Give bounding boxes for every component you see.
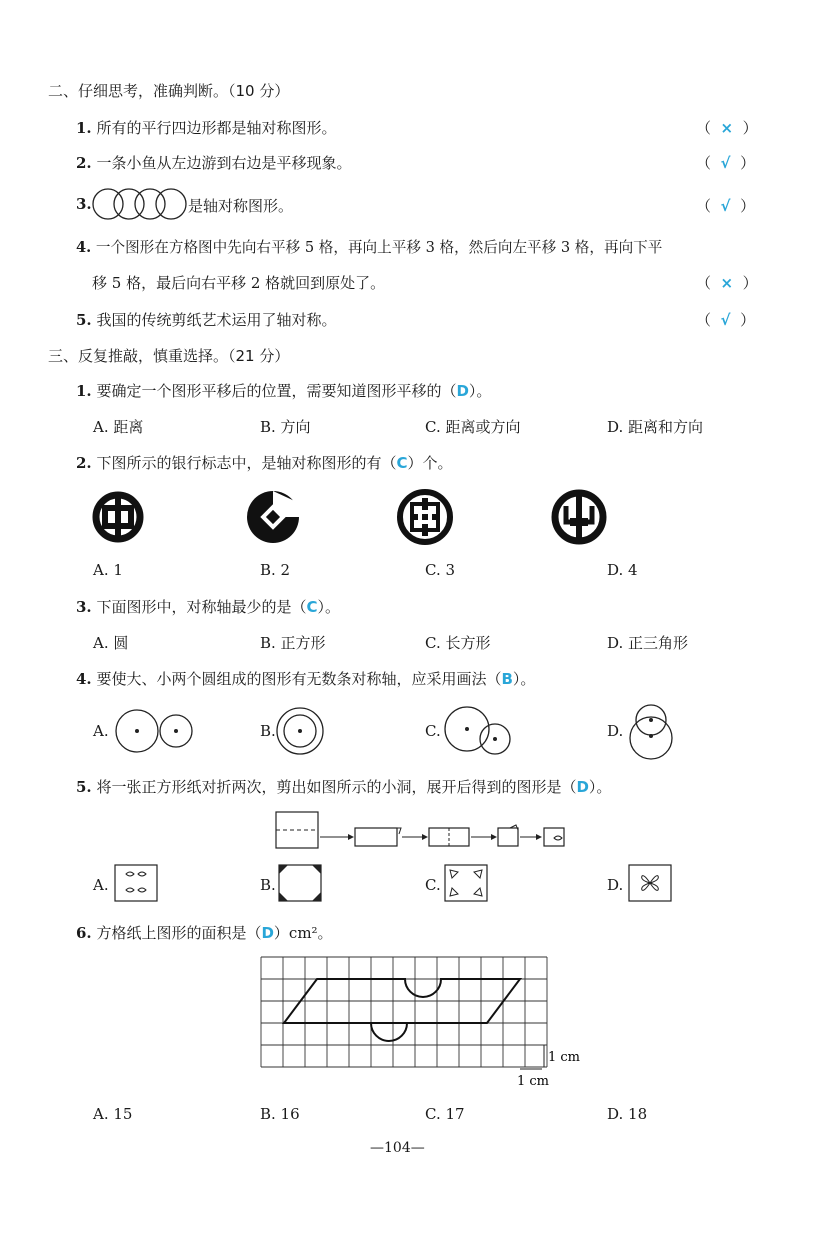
- answer-mark: √: [720, 197, 731, 215]
- question-2: [76, 452, 453, 473]
- item-number: 1.: [76, 119, 92, 137]
- circles-option-a: [112, 706, 196, 758]
- icbc-logo: [396, 488, 454, 546]
- answer-mark: ×: [720, 119, 734, 137]
- question-number: 2.: [76, 454, 92, 472]
- question-1: [76, 380, 491, 401]
- question-number: 5.: [76, 778, 92, 796]
- option-a: A. 距离: [93, 418, 144, 436]
- question-text: 下图所示的银行标志中，是轴对称图形的有（: [96, 454, 397, 472]
- question-5: [76, 776, 611, 797]
- paper-folding-diagram: [272, 808, 572, 854]
- option-a: A. 1: [93, 561, 123, 579]
- question-text: 将一张正方形纸对折两次，剪出如图所示的小洞，展开后得到的图形是（: [96, 778, 577, 796]
- item-number: 4.: [76, 239, 92, 256]
- answer-letter: C: [306, 598, 318, 616]
- answer-letter: D: [456, 382, 469, 400]
- option-b: B. 2: [260, 561, 291, 579]
- question-text-end: ）。: [317, 598, 340, 616]
- judge-item-5: [76, 309, 336, 330]
- unit-label-vertical: 1 cm: [548, 1050, 581, 1065]
- item-text: 一个图形在方格图中先向右平移 5 格，再向上平移 3 格，然后向左平移 3 格，再向下平: [95, 239, 663, 256]
- option-c: C. 长方形: [425, 634, 491, 652]
- question-text-end: ）个。: [407, 454, 453, 472]
- option-a: A. 15: [93, 1105, 133, 1123]
- circles-option-b: [273, 704, 329, 760]
- option-d: D. 正三角形: [607, 634, 689, 652]
- judge-item-2: [76, 152, 351, 173]
- item-text: 一条小鱼从左边游到右边是平移现象。: [96, 154, 352, 172]
- construction-bank-logo: [244, 488, 302, 546]
- judge-item-1: [76, 117, 336, 138]
- question-text-end: ）。: [468, 382, 492, 400]
- question-text: 要使大、小两个圆组成的图形有无数条对称轴，应采用画法（: [96, 670, 502, 688]
- answer-letter: B: [501, 670, 513, 688]
- unfolded-option-b: [278, 864, 322, 902]
- option-c: C. 距离或方向: [425, 418, 521, 436]
- four-rings-figure: [90, 186, 190, 222]
- item-text: 所有的平行四边形都是轴对称图形。: [96, 119, 337, 137]
- question-4: [76, 668, 535, 689]
- option-c: C. 17: [425, 1105, 465, 1123]
- option-d: D.: [607, 722, 624, 740]
- unfolded-option-a: [114, 864, 158, 902]
- bank-of-china-logo: [91, 490, 145, 544]
- question-text: 要确定一个图形平移后的位置，需要知道图形平移的（: [96, 382, 457, 400]
- option-c: C. 3: [425, 561, 456, 579]
- question-number: 6.: [76, 924, 92, 942]
- option-b: B. 16: [260, 1105, 300, 1123]
- option-d: D. 4: [607, 561, 638, 579]
- item-text: 我国的传统剪纸艺术运用了轴对称。: [96, 311, 337, 329]
- question-text: 方格纸上图形的面积是（: [96, 924, 262, 942]
- answer-mark: ×: [720, 274, 734, 292]
- question-number: 1.: [76, 382, 92, 400]
- option-b: B. 方向: [260, 418, 311, 436]
- agricultural-bank-logo: [550, 488, 608, 546]
- unfolded-option-d: [628, 864, 672, 902]
- unfolded-option-c: [444, 864, 488, 902]
- question-6: [76, 922, 333, 943]
- answer-letter: D: [261, 924, 274, 942]
- item-number: 2.: [76, 154, 92, 172]
- option-a: A. 圆: [93, 634, 129, 652]
- option-d: D. 18: [607, 1105, 648, 1123]
- item-number: 5.: [76, 311, 92, 329]
- option-c: C.: [425, 722, 441, 740]
- answer-mark: √: [720, 311, 731, 329]
- question-number: 3.: [76, 598, 92, 616]
- circles-option-c: [440, 704, 520, 760]
- grid-lines: [261, 957, 547, 1067]
- judge-answer-2: （ √ ）: [696, 154, 756, 172]
- section-3-title: 三、反复推敲，慎重选择。（21 分）: [48, 347, 290, 365]
- option-a: A.: [93, 722, 109, 740]
- option-a: A.: [93, 876, 109, 894]
- question-text: 下面图形中，对称轴最少的是（: [96, 598, 307, 616]
- circles-option-d: [624, 700, 680, 762]
- page-number: —104—: [370, 1140, 425, 1156]
- answer-letter: C: [396, 454, 408, 472]
- question-text-end: ）。: [588, 778, 612, 796]
- option-d: D.: [607, 876, 624, 894]
- answer-letter: D: [576, 778, 589, 796]
- question-number: 4.: [76, 670, 92, 688]
- option-c: C.: [425, 876, 441, 894]
- option-b: B. 正方形: [260, 634, 326, 652]
- judge-answer-3: （ √ ）: [696, 197, 756, 215]
- judge-item-4: [76, 236, 662, 257]
- option-b: B.: [260, 722, 276, 740]
- semicircle-cutout: [371, 1023, 407, 1041]
- answer-mark: √: [720, 154, 731, 172]
- judge-answer-1: （ × ）: [696, 119, 758, 137]
- section-2-title: 二、仔细思考，准确判断。（10 分）: [48, 82, 290, 100]
- item-text-continued: 移 5 格，最后向右平移 2 格就回到原处了。: [92, 274, 386, 292]
- item-number: 3.: [76, 195, 92, 213]
- judge-answer-5: （ √ ）: [696, 311, 756, 329]
- option-b: B.: [260, 876, 276, 894]
- question-text-end: ）。: [512, 670, 536, 688]
- grid-figure: [255, 950, 595, 1090]
- unit-label-horizontal: 1 cm: [517, 1074, 550, 1089]
- option-d: D. 距离和方向: [607, 418, 704, 436]
- item-text: 是轴对称图形。: [188, 197, 294, 215]
- question-3: [76, 596, 340, 617]
- question-text-end: ）cm²。: [273, 924, 333, 942]
- judge-answer-4: （ × ）: [696, 274, 758, 292]
